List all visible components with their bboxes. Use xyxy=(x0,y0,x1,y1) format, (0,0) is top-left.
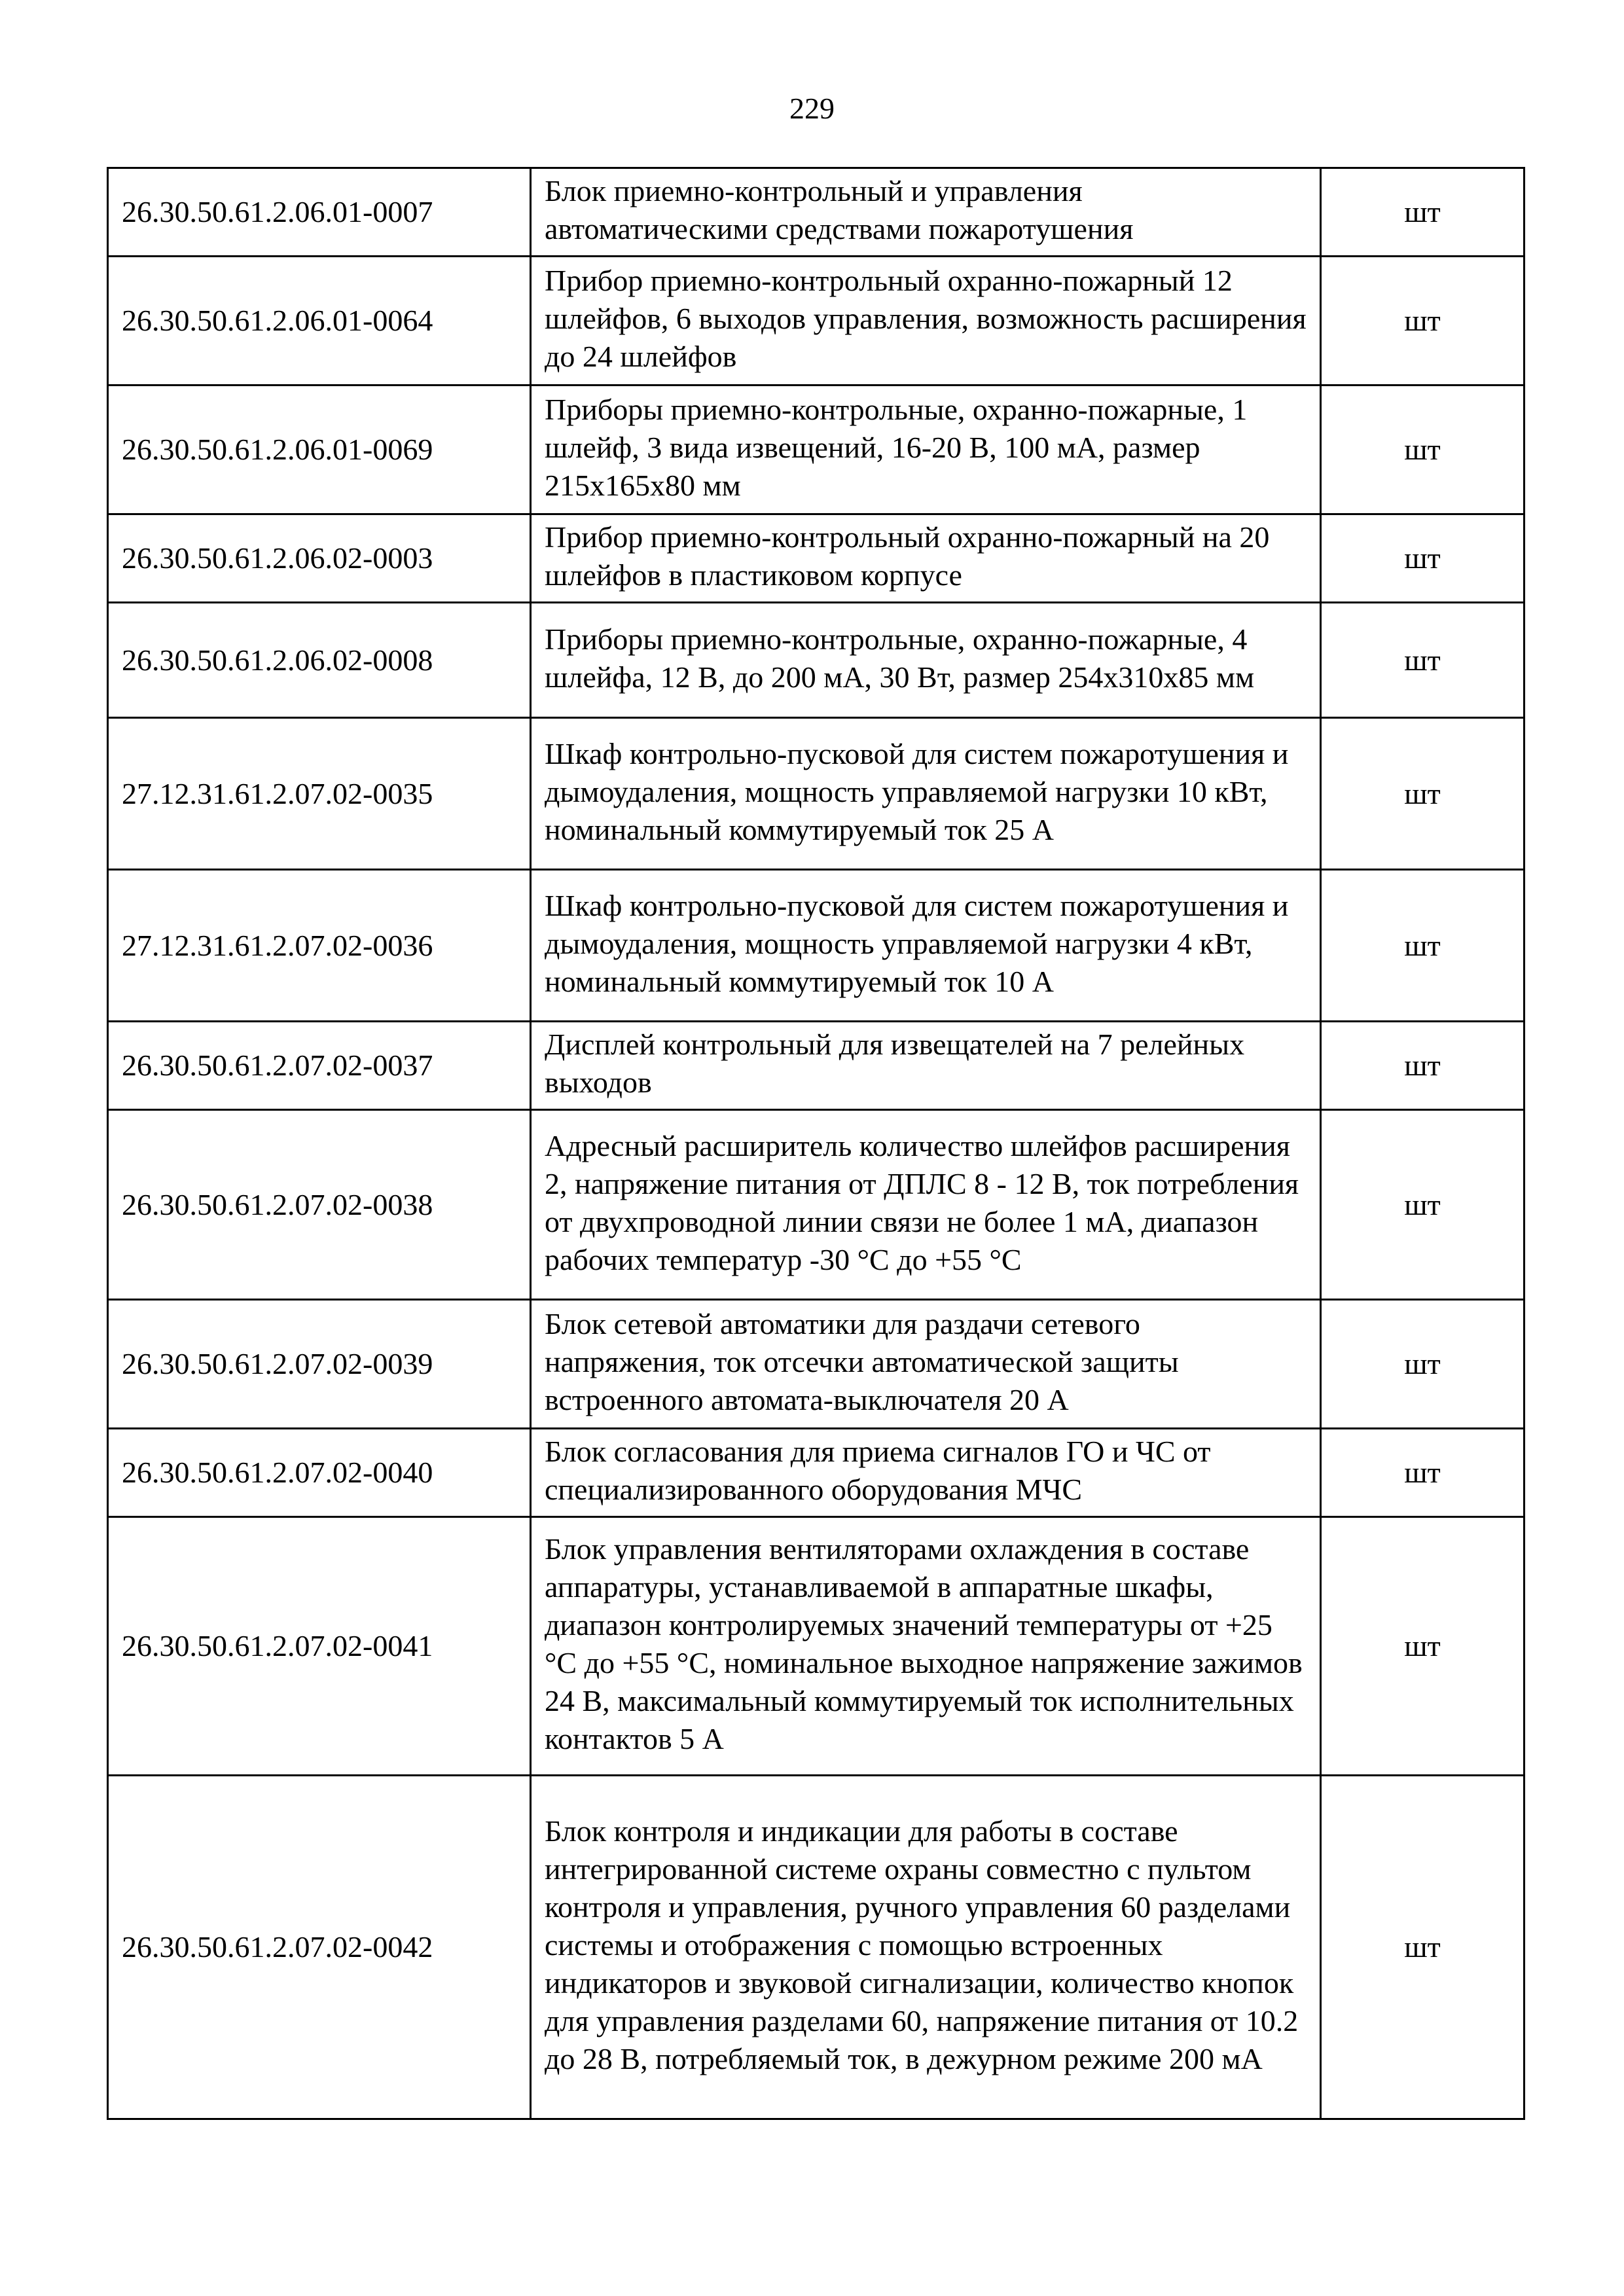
resource-code: 26.30.50.61.2.06.01-0007 xyxy=(108,168,531,257)
resource-description: Прибор приемно-контрольный охранно-пожарный на 20 шлейфов в пластиковом корпусе xyxy=(531,514,1321,603)
unit-of-measure: шт xyxy=(1321,1300,1525,1429)
resource-description: Приборы приемно-контрольные, охранно-пожарные, 1 шлейф, 3 вида извещений, 16-20 В, 100 мА, размер 215х165х80 мм xyxy=(531,386,1321,514)
resource-code: 27.12.31.61.2.07.02-0035 xyxy=(108,718,531,870)
unit-of-measure: шт xyxy=(1321,1022,1525,1110)
resource-description: Блок приемно-контрольный и управления автоматическими средствами пожаротушения xyxy=(531,168,1321,257)
resource-code: 26.30.50.61.2.07.02-0040 xyxy=(108,1429,531,1517)
resource-code: 26.30.50.61.2.06.02-0003 xyxy=(108,514,531,603)
unit-of-measure: шт xyxy=(1321,514,1525,603)
resource-code: 26.30.50.61.2.07.02-0038 xyxy=(108,1110,531,1300)
resource-description: Шкаф контрольно-пусковой для систем пожаротушения и дымоудаления, мощность управляемой нагрузки 10 кВт, номинальный коммутируемый ток 25 А xyxy=(531,718,1321,870)
resource-code: 26.30.50.61.2.07.02-0039 xyxy=(108,1300,531,1429)
table-row xyxy=(108,386,1525,514)
resource-code: 26.30.50.61.2.06.01-0064 xyxy=(108,257,531,386)
resource-description: Прибор приемно-контрольный охранно-пожарный 12 шлейфов, 6 выходов управления, возможность расширения до 24 шлейфов xyxy=(531,257,1321,386)
resource-description: Адресный расширитель количество шлейфов расширения 2, напряжение питания от ДПЛС 8 - 12 В, ток потребления от двухпроводной линии связи не более 1 мА, диапазон рабочих температур -30 °С до +55 °С xyxy=(531,1110,1321,1300)
table-row xyxy=(108,718,1525,870)
resource-table xyxy=(107,167,1525,2120)
resource-code: 26.30.50.61.2.07.02-0041 xyxy=(108,1517,531,1776)
table-row xyxy=(108,603,1525,718)
table-row xyxy=(108,870,1525,1022)
unit-of-measure: шт xyxy=(1321,870,1525,1022)
table-row xyxy=(108,1429,1525,1517)
table-row xyxy=(108,1776,1525,2119)
unit-of-measure: шт xyxy=(1321,386,1525,514)
table-row xyxy=(108,1110,1525,1300)
unit-of-measure: шт xyxy=(1321,1776,1525,2119)
resource-description: Блок согласования для приема сигналов ГО и ЧС от специализированного оборудования МЧС xyxy=(531,1429,1321,1517)
table-row xyxy=(108,1022,1525,1110)
table-row xyxy=(108,257,1525,386)
resource-code: 27.12.31.61.2.07.02-0036 xyxy=(108,870,531,1022)
resource-description: Дисплей контрольный для извещателей на 7 релейных выходов xyxy=(531,1022,1321,1110)
unit-of-measure: шт xyxy=(1321,168,1525,257)
resource-description: Приборы приемно-контрольные, охранно-пожарные, 4 шлейфа, 12 В, до 200 мА, 30 Вт, размер 254х310х85 мм xyxy=(531,603,1321,718)
table-row xyxy=(108,1300,1525,1429)
table-row xyxy=(108,168,1525,257)
table-row xyxy=(108,514,1525,603)
unit-of-measure: шт xyxy=(1321,1429,1525,1517)
resource-code: 26.30.50.61.2.06.01-0069 xyxy=(108,386,531,514)
resource-code: 26.30.50.61.2.07.02-0037 xyxy=(108,1022,531,1110)
resource-code: 26.30.50.61.2.06.02-0008 xyxy=(108,603,531,718)
unit-of-measure: шт xyxy=(1321,603,1525,718)
unit-of-measure: шт xyxy=(1321,1517,1525,1776)
unit-of-measure: шт xyxy=(1321,257,1525,386)
unit-of-measure: шт xyxy=(1321,718,1525,870)
page-number: 229 xyxy=(789,92,835,125)
resource-description: Шкаф контрольно-пусковой для систем пожаротушения и дымоудаления, мощность управляемой нагрузки 4 кВт, номинальный коммутируемый ток 10 А xyxy=(531,870,1321,1022)
resource-description: Блок сетевой автоматики для раздачи сетевого напряжения, ток отсечки автоматической защиты встроенного автомата-выключателя 20 А xyxy=(531,1300,1321,1429)
resource-description: Блок управления вентиляторами охлаждения в составе аппаратуры, устанавливаемой в аппаратные шкафы, диапазон контролируемых значений температуры от +25 °С до +55 °С, номинальное выходное напряжение зажимов 24 В, максимальный коммутируемый ток исполнительных контактов 5 А xyxy=(531,1517,1321,1776)
table-row xyxy=(108,1517,1525,1776)
resource-code: 26.30.50.61.2.07.02-0042 xyxy=(108,1776,531,2119)
unit-of-measure: шт xyxy=(1321,1110,1525,1300)
resource-description: Блок контроля и индикации для работы в составе интегрированной системе охраны совместно с пультом контроля и управления, ручного управления 60 разделами системы и отображения с помощью встроенных индикаторов и звуковой сигнализации, количество кнопок для управления разделами 60, напряжение питания от 10.2 до 28 В, потребляемый ток, в дежурном режиме 200 мА xyxy=(531,1776,1321,2119)
